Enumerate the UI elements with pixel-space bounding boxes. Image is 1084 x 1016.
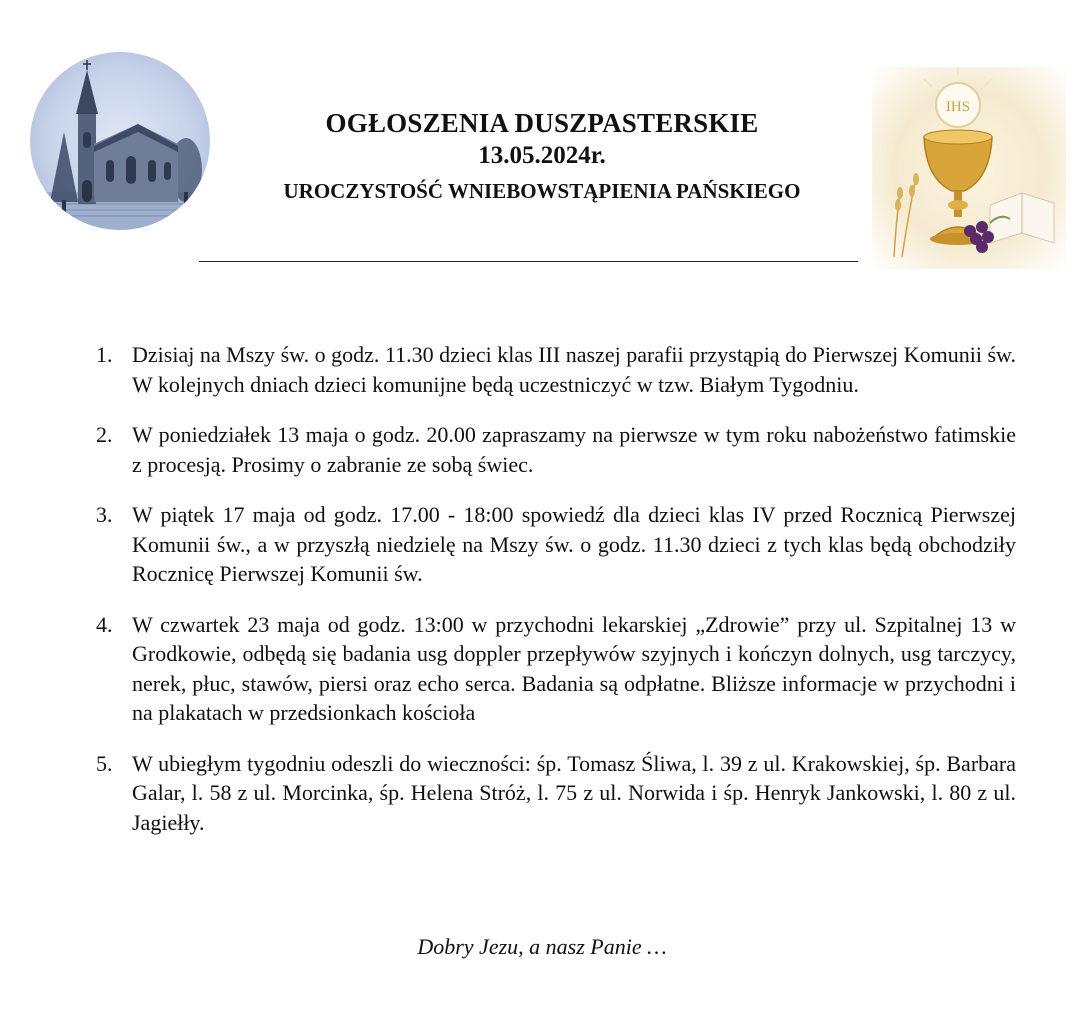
closing-prayer: Dobry Jezu, a nasz Panie … (417, 934, 667, 959)
announcement-item (96, 610, 1016, 728)
announcement-number: 5. (96, 750, 113, 776)
header-divider (199, 261, 858, 262)
church-drawing (30, 52, 210, 230)
page-title: OGŁOSZENIA DUSZPASTERSKIE (325, 108, 759, 138)
announcement-number: 3. (96, 502, 113, 527)
announcement-number: 1. (96, 342, 113, 367)
announcement-item (96, 340, 1016, 399)
church-image (30, 52, 210, 230)
chalice-image (872, 67, 1066, 269)
announcement-text: W czwartek 23 maja od godz. 13:00 w przychodni lekarskiej „Zdrowie” przy ul. Szpitalnej 13 w Grodkowie, odbędą się badania usg doppler przepływów szyjnych i kończyn dolnych, usg tarczycy, nerek, płuc, stawów, piersi oraz echo serca. Badania są odpłatne. Bliższe informacje w przychodni i na plakatach w przedsionkach kościoła (132, 611, 1016, 725)
announcement-number: 2. (96, 422, 113, 447)
announcement-date: 13.05.2024r. (478, 142, 606, 169)
announcement-text: Dzisiaj na Mszy św. o godz. 11.30 dzieci klas III naszej parafii przystąpią do Pierwszej Komunii św. W kolejnych dniach dzieci komunijne będą uczestniczyć w tzw. Białym Tygodniu. (132, 342, 1016, 397)
announcement-text: W piątek 17 maja od godz. 17.00 - 18:00 spowiedź dla dzieci klas IV przed Rocznicą Pierwszej Komunii św., a w przyszłą niedzielę na Mszy św. o godz. 11.30 dzieci z tych klas będą obchodziły Rocznicę Pierwszej Komunii św. (132, 502, 1016, 586)
announcement-text: W ubiegłym tygodniu odeszli do wieczności: śp. Tomasz Śliwa, l. 39 z ul. Krakowskiej, śp. Barbara Galar, l. 58 z ul. Morcinka, śp. Helena Stróż, l. 75 z ul. Norwida i śp. Henryk Jankowski, l. 80 z ul. Jagiełły. (132, 750, 1016, 835)
host-monogram: IHS (945, 99, 971, 115)
announcement-number: 4. (96, 611, 113, 637)
feast-title: UROCZYSTOŚĆ WNIEBOWSTĄPIENIA PAŃSKIEGO (283, 179, 801, 203)
announcement-list (96, 340, 1016, 858)
announcement-text: W poniedziałek 13 maja o godz. 20.00 zapraszamy na pierwsze w tym roku nabożeństwo fatimskie z procesją. Prosimy o zabranie ze sobą świec. (132, 422, 1016, 477)
chalice-drawing (872, 67, 1066, 269)
announcement-item (96, 749, 1016, 838)
announcement-item (96, 500, 1016, 589)
announcement-item (96, 420, 1016, 479)
announcement-header (200, 106, 884, 210)
